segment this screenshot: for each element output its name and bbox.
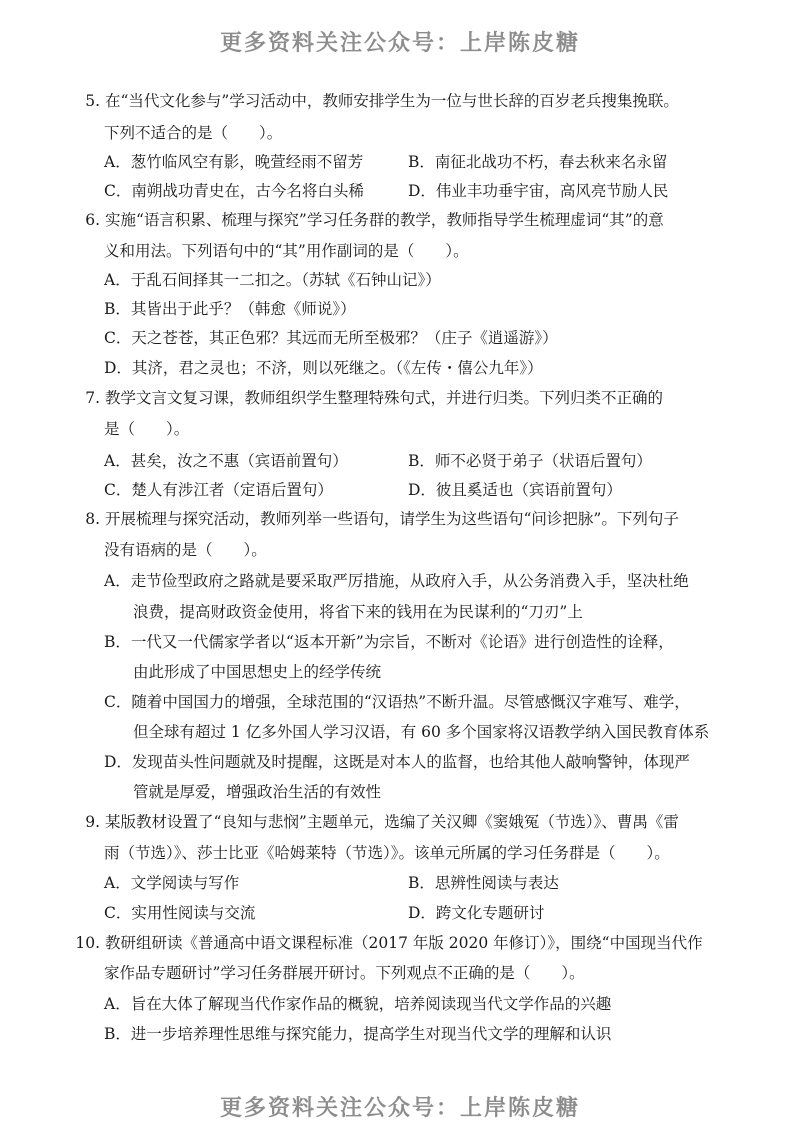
question-8-option-c-cont: 但全球有超过 1 亿多外国人学习汉语，有 60 多个国家将汉语教学纳入国民教育体系: [133, 723, 710, 741]
question-9-option-c: C．实用性阅读与交流: [104, 904, 256, 922]
question-6-stem: 6. 实施“语言积累、梳理与探究”学习任务群的教学，教师指导学生梳理虚词“其”的意: [85, 211, 664, 229]
question-10-stem-cont: 家作品专题研讨”学习任务群展开研讨。下列观点不正确的是（ ）。: [104, 964, 585, 982]
question-8-option-a-cont: 浪费，提高财政资金使用，将省下来的钱用在为民谋利的“刀刃”上: [133, 603, 583, 621]
question-9-option-b: B．思辨性阅读与表达: [408, 874, 559, 892]
question-7-stem-cont: 是（ ）。: [104, 420, 190, 438]
question-6-stem-cont: 义和用法。下列语句中的“其”用作副词的是（ ）。: [104, 242, 469, 260]
question-5-option-c: C．南朔战功青史在，古今名将白头稀: [104, 182, 364, 200]
question-9-option-a: A．文学阅读与写作: [104, 874, 240, 892]
question-7-option-d: D．彼且奚适也（宾语前置句）: [408, 481, 622, 499]
question-10-option-b: B．进一步培养理性思维与探究能力，提高学生对现当代文学的理解和认识: [104, 1025, 612, 1043]
watermark-bottom: 更多资料关注公众号：上岸陈皮糖: [219, 1096, 580, 1121]
question-10-stem: 10. 教研组研读《普通高中语文课程标准（2017 年版 2020 年修订）》，围绕“中国现当代作: [75, 934, 703, 952]
question-8-option-b-cont: 由此形成了中国思想史上的经学传统: [133, 663, 382, 681]
question-8-stem: 8. 开展梳理与探究活动，教师列举一些语句，请学生为这些语句“问诊把脉”。下列句子: [85, 510, 679, 528]
question-6-option-a: A．于乱石间择其一二扣之。（苏轼《石钟山记》）: [104, 271, 441, 289]
question-10-option-a: A．旨在大体了解现当代作家作品的概貌，培养阅读现当代文学作品的兴趣: [104, 995, 612, 1013]
question-8-option-a: A．走节俭型政府之路就是要采取严厉措施，从政府入手，从公务消费入手，坚决杜绝: [104, 572, 689, 590]
question-8-option-b: B．一代又一代儒家学者以“返本开新”为宗旨，不断对《论语》进行创造性的诠释，: [104, 633, 674, 651]
watermark-top: 更多资料关注公众号：上岸陈皮糖: [219, 31, 580, 56]
question-8-option-d: D．发现苗头性问题就及时提醒，这既是对本人的监督，也给其他人敲响警钟，体现严: [104, 753, 690, 771]
question-7-stem: 7. 教学文言文复习课，教师组织学生整理特殊句式，并进行归类。下列归类不正确的: [85, 389, 664, 407]
question-8-option-c: C．随着中国国力的增强，全球范围的“汉语热”不断升温。尽管感慨汉字难写、难学，: [104, 693, 690, 711]
question-9-stem-cont: 雨（节选）》、莎士比亚《哈姆莱特（节选）》。该单元所属的学习任务群是（ ）。: [104, 844, 670, 862]
question-7-option-b: B．师不必贤于弟子（状语后置句）: [408, 452, 652, 470]
question-6-option-c: C．天之苍苍，其正色邪？其远而无所至极邪？（庄子《逍遥游》）: [104, 329, 558, 347]
question-9-stem: 9. 某版教材设置了“良知与悲悯”主题单元，选编了关汉卿《窦娥冤（节选）》、曹禺《雷: [85, 813, 679, 831]
question-7-option-c: C．楚人有涉江者（定语后置句）: [104, 481, 333, 499]
question-5-option-d: D．伟业丰功垂宇宙，高风亮节励人民: [408, 182, 669, 200]
question-5-option-a: A．葱竹临风空有影，晚萱经雨不留芳: [104, 153, 364, 171]
question-5-option-b: B．南征北战功不朽，春去秋来名永留: [408, 153, 668, 171]
question-6-option-d: D．其济，君之灵也；不济，则以死继之。（《左传・僖公九年》）: [104, 359, 543, 377]
question-8-option-d-cont: 管就是厚爱，增强政治生活的有效性: [133, 783, 382, 801]
question-6-option-b: B．其皆出于此乎？（韩愈《师说》）: [104, 300, 356, 318]
question-8-stem-cont: 没有语病的是（ ）。: [104, 541, 267, 559]
question-5-stem-cont: 下列不适合的是（ ）。: [104, 124, 283, 142]
question-9-option-d: D．跨文化专题研讨: [408, 904, 545, 922]
question-5-stem: 5. 在“当代文化参与”学习活动中，教师安排学生为一位与世长辞的百岁老兵搜集挽联。: [85, 92, 679, 110]
question-7-option-a: A．甚矣，汝之不惠（宾语前置句）: [104, 452, 348, 470]
